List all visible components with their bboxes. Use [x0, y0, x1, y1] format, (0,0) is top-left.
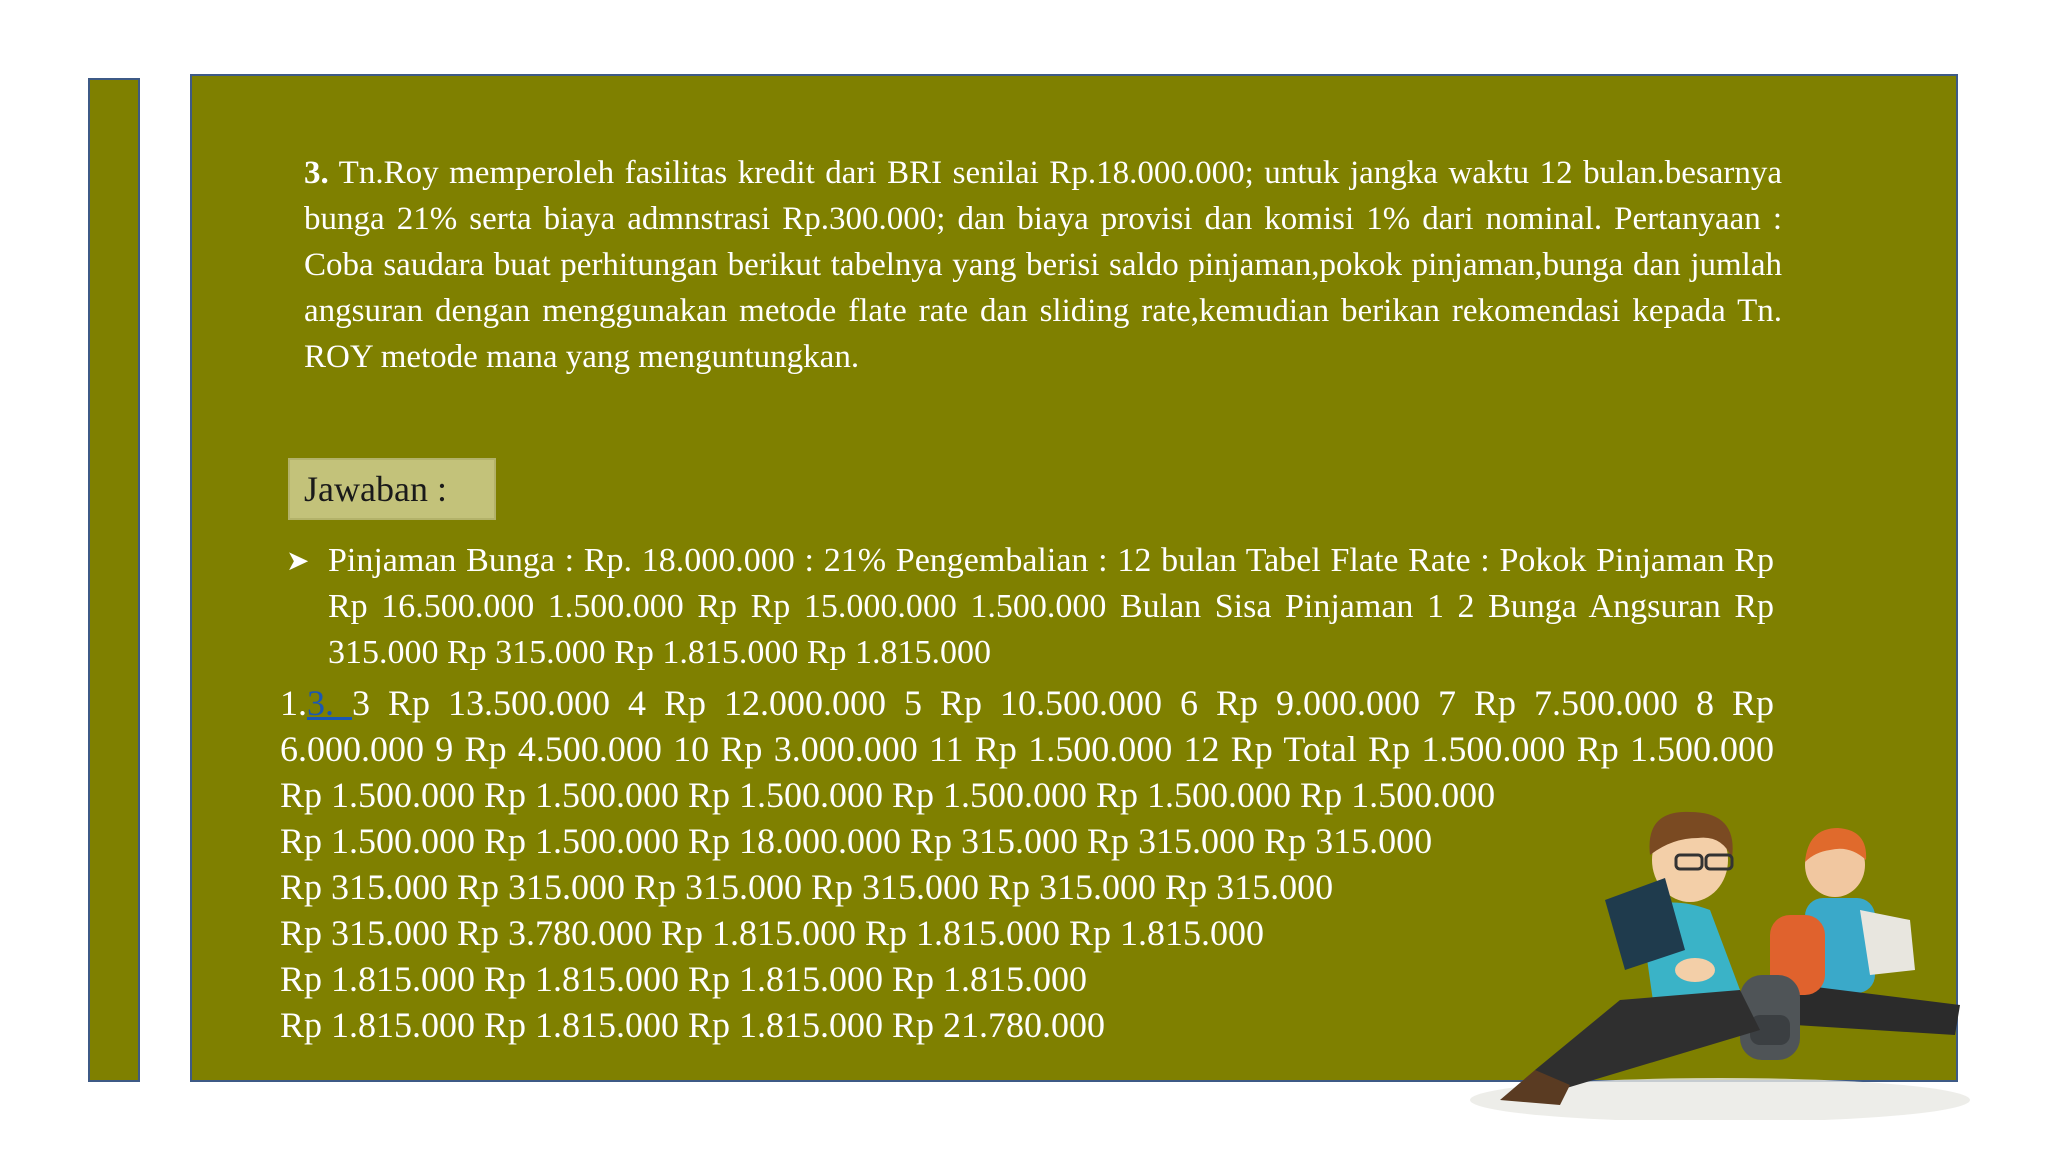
body-link[interactable]: 3.	[307, 683, 352, 723]
answer-bullet-item	[286, 538, 1774, 676]
answer-label-box: Jawaban :	[288, 458, 496, 520]
body-text: 3 Rp 13.500.000 4 Rp 12.000.000 5 Rp 10.500.000 6 Rp 9.000.000 7 Rp 7.500.000 8 Rp 6.000.000 9 Rp 4.500.000 10 Rp 3.000.000 11 Rp 1.500.000 12 Rp Total Rp 1.500.000 Rp 1.500.000 Rp 1.500.000 Rp 1.500.000 Rp 1.500.000 Rp 1.500.000 Rp 1.500.000 Rp 1.500.000	[280, 683, 1774, 815]
arrow-bullet-icon: ➤	[286, 544, 310, 577]
answer-lines	[280, 818, 1432, 1048]
answer-line: Rp 1.500.000 Rp 1.500.000 Rp 18.000.000 Rp 315.000 Rp 315.000 Rp 315.000	[280, 821, 1433, 861]
answer-body-paragraph	[280, 680, 1774, 818]
question-number: 3.	[304, 155, 329, 191]
question-text: Tn.Roy memperoleh fasilitas kredit dari BRI senilai Rp.18.000.000; untuk jangka waktu 12 bulan.besarnya bunga 21% serta biaya admnstrasi Rp.300.000; dan biaya provisi dan komisi 1% dari nominal. Pertanyaan : Coba saudara buat perhitungan berikut tabelnya yang berisi saldo pinjaman,pokok pinjaman,bunga dan jumlah angsuran dengan menggunakan metode flate rate dan sliding rate,kemudian berikan rekomendasi kepada Tn. ROY metode mana yang menguntungkan.	[304, 155, 1782, 375]
answer-line: Rp 1.815.000 Rp 1.815.000 Rp 1.815.000 Rp 21.780.000	[280, 1005, 1106, 1045]
answer-line: Rp 315.000 Rp 3.780.000 Rp 1.815.000 Rp 1.815.000 Rp 1.815.000	[280, 913, 1265, 953]
student-front-figure	[1500, 812, 1760, 1105]
decorative-side-bar	[88, 78, 140, 1082]
body-prefix: 1.	[280, 683, 307, 723]
bullet-text: Pinjaman Bunga : Rp. 18.000.000 : 21% Pengembalian : 12 bulan Tabel Flate Rate : Pokok Pinjaman Rp Rp 16.500.000 1.500.000 Rp Rp 15.000.000 1.500.000 Bulan Sisa Pinjaman 1 2 Bunga Angsuran Rp 315.000 Rp 315.000 Rp 1.815.000 Rp 1.815.000	[328, 542, 1774, 671]
question-paragraph	[304, 150, 1782, 380]
students-reading-illustration	[1440, 800, 1980, 1120]
answer-line: Rp 1.815.000 Rp 1.815.000 Rp 1.815.000 Rp 1.815.000	[280, 959, 1088, 999]
answer-line: Rp 315.000 Rp 315.000 Rp 315.000 Rp 315.000 Rp 315.000 Rp 315.000	[280, 867, 1334, 907]
